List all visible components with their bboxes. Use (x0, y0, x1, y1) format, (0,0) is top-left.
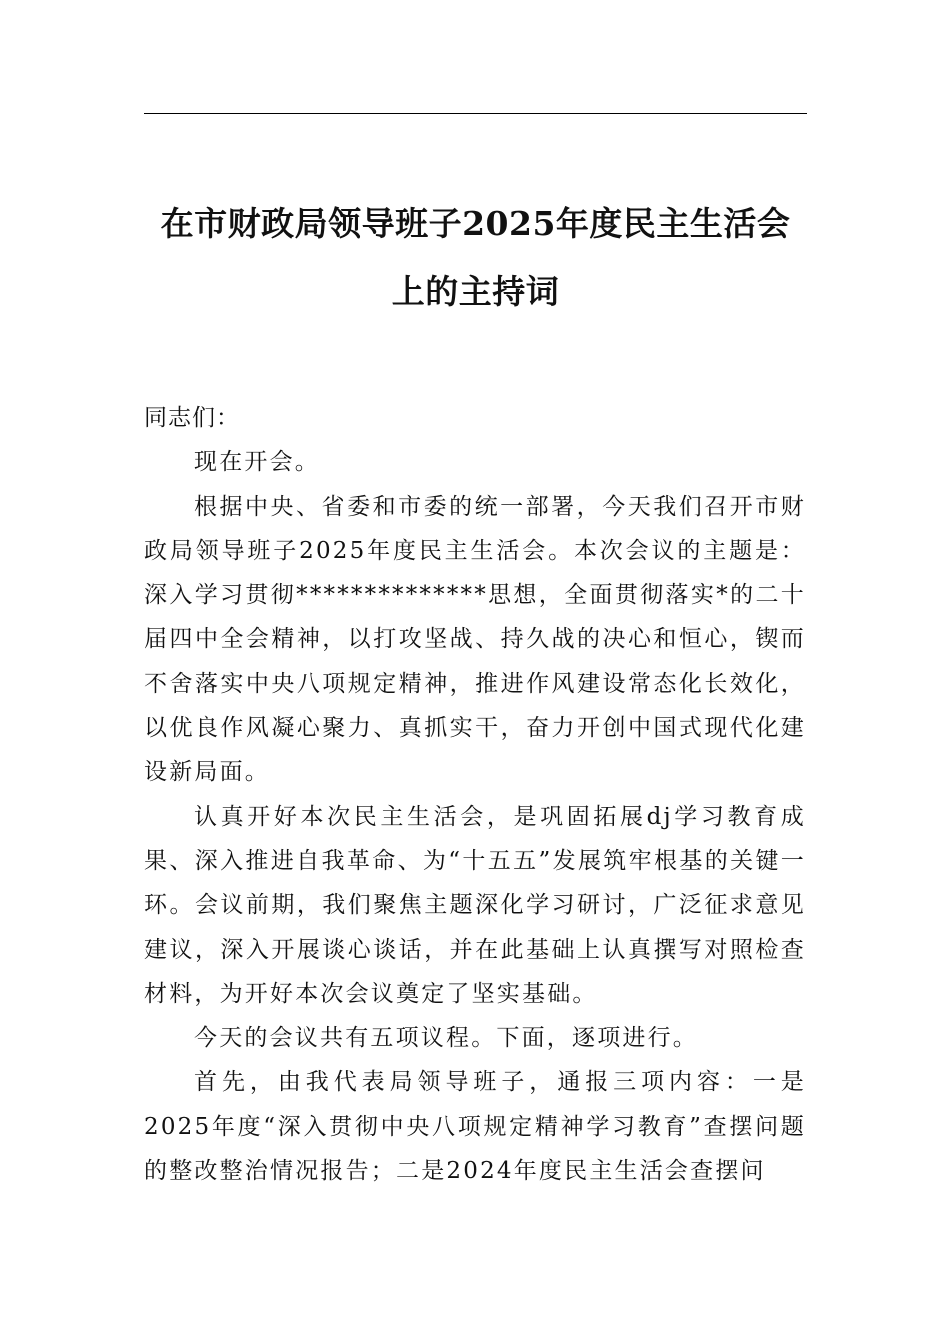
paragraph-5: 首先，由我代表局领导班子，通报三项内容：一是2025年度“深入贯彻中央八项规定精神学习教育”查摆问题的整改整治情况报告；二是2024年度民主生活会查摆问 (144, 1069, 806, 1185)
salutation: 同志们： (144, 405, 240, 431)
paragraph-2: 根据中央、省委和市委的统一部署，今天我们召开市财政局领导班子2025年度民主生活会。本次会议的主题是：深入学习贯彻**************思想，全面贯彻落实*的二十届四中全会精神，以打攻坚战、持久战的决心和恒心，锲而不舍落实中央八项规定精神，推进作风建设常态化长效化，以优良作风凝心聚力、真抓实干，奋力开创中国式现代化建设新局面。 (144, 493, 806, 786)
header-rule (144, 113, 807, 114)
document-body (144, 396, 806, 1193)
paragraph-1: 现在开会。 (194, 449, 320, 476)
document-title (144, 190, 807, 326)
title-line-2: 上的主持词 (391, 272, 560, 311)
title-line-1: 在市财政局领导班子2025年度民主生活会 (160, 204, 791, 243)
paragraph-3: 认真开好本次民主生活会，是巩固拓展dj学习教育成果、深入推进自我革命、为“十五五”发展筑牢根基的关键一环。会议前期，我们聚焦主题深化学习研讨，广泛征求意见建议，深入开展谈心谈话，并在此基础上认真撰写对照检查材料，为开好本次会议奠定了坚实基础。 (144, 803, 806, 1007)
paragraph-4: 今天的会议共有五项议程。下面，逐项进行。 (194, 1025, 698, 1052)
